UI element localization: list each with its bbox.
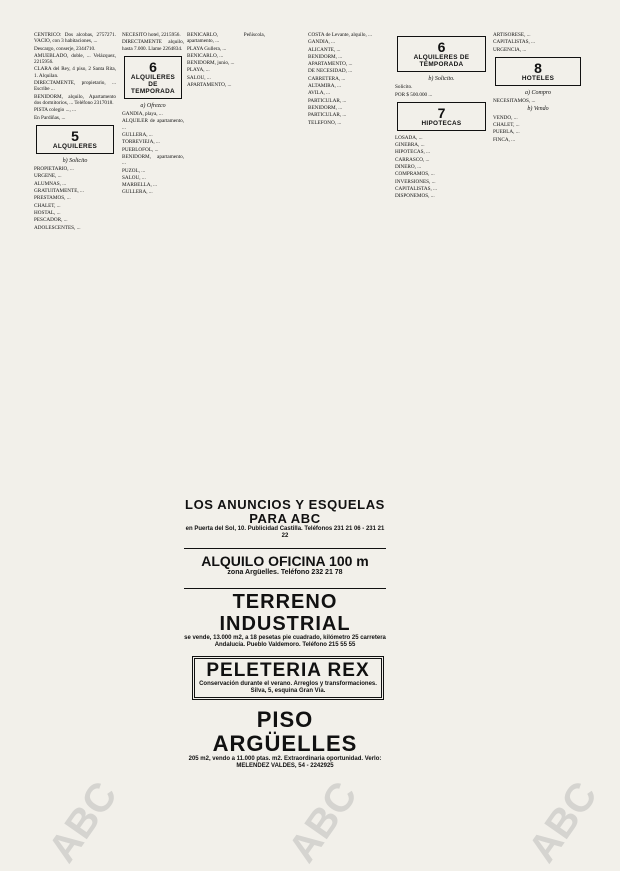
classified-entry: GANDIA, playa, ... [122, 111, 163, 118]
ad-text: 205 m2, vendo a 11.000 ptas. m2. Extraordinaria oportunidad. Verlo: MELENDEZ VALDES, 54 - 2242925 [188, 756, 382, 769]
section-number: 6 [149, 58, 157, 75]
classified-entry: PARTICULAR, ... [308, 97, 347, 104]
classified-entry: AMUEBLADO, doble, ... Velázquez, 2215956. [34, 52, 116, 66]
watermark: ABC [280, 774, 366, 871]
section-title: HIPOTECAS [421, 119, 462, 127]
classified-entry: CHALET, ... [34, 202, 61, 209]
classified-entry: GANDIA, ... [308, 39, 335, 46]
classified-entry: PESCADOR, ... [34, 217, 68, 224]
classified-entry: GULLERA, ... [122, 189, 153, 196]
column-5 [395, 32, 488, 832]
ad-title: PISO ARGÜELLES [212, 707, 358, 756]
column-4 [308, 32, 390, 532]
ad-text: se vende, 13.000 m2, a 18 pesetas pie cuadrado, kilómetro 25 carretera Andalucía. Pueblo Valdemoro. Teléfono 215 55 55 [184, 635, 386, 648]
classified-entry: GULLERA, ... [122, 132, 153, 139]
classified-entry: AVILA, ... [308, 90, 330, 97]
section-header-alquileres [36, 125, 114, 154]
watermark: ABC [40, 774, 126, 871]
classified-entry: INVERSIONES, ... [395, 178, 436, 185]
classified-entry: ALTAMIRA, ... [308, 83, 341, 90]
classified-entry: POR $ 500.000 ... [395, 91, 433, 98]
classified-entry: FINCA, ... [493, 136, 516, 143]
classified-entry: NECESITO hotel, 2215956. [122, 32, 181, 38]
section-header-hoteles [495, 57, 581, 86]
ad-title: PELETERIA REX [206, 660, 370, 681]
classified-entry: NECESITAMOS, ... [493, 98, 536, 105]
classified-entry: COSTA de Levante, alquilo, ... [308, 32, 372, 38]
classified-entry: BENIDORM, ... [308, 53, 343, 60]
classified-entry: ALICANTE, ... [308, 46, 341, 53]
classified-entry: APARTAMENTO, ... [187, 82, 232, 89]
section-subtitle: b) Solicito [62, 157, 88, 164]
classified-entry: CARRETERA, ... [308, 75, 346, 82]
column-3 [187, 32, 265, 532]
classified-entry: SALOU, ... [122, 174, 146, 181]
ad-terreno-industrial [184, 588, 386, 649]
watermark: ABC [520, 774, 606, 871]
classified-entry: CARRASCO, ... [395, 156, 430, 163]
classified-entry: CAPITALISTAS, ... [493, 39, 535, 46]
classified-entry: PLAYA Gullera, ... [187, 45, 227, 52]
classified-entry: Solicito. [395, 84, 413, 91]
classified-entry: LOSADA, ... [395, 134, 423, 141]
classified-entry: PRESTAMOS, ... [34, 195, 71, 202]
classified-entry: PUEBLOFOL, ... [122, 146, 159, 153]
classified-entry: SALOU, ... [187, 74, 211, 81]
classified-entry: PROPIETARIO, ... [34, 166, 74, 173]
classified-entry: HIPOTECAS, ... [395, 149, 431, 156]
classified-entry: Descargo, conserje, 2344710. [34, 45, 96, 52]
section-number: 8 [534, 59, 542, 76]
section-number: 5 [71, 127, 79, 144]
classified-entry: ALUMNAS, ... [34, 180, 67, 187]
classified-entry: PUEBLA, ... [493, 129, 520, 136]
section-subtitle: a) Compro [525, 89, 551, 96]
classified-entry: TELEFONO, ... [308, 119, 342, 126]
classified-entry: COMPRAMOS, ... [395, 171, 435, 178]
ad-title: ALQUILO OFICINA 100 m [201, 553, 369, 569]
section-subtitle: a) Ofrezco [140, 102, 166, 109]
classified-entry: ADOLESCENTES, ... [34, 224, 81, 231]
classified-entry: TORREVIEJA, ... [122, 139, 160, 146]
classified-entry: PARTICULAR, ... [308, 112, 347, 119]
classified-entry: PUZOL, ... [122, 167, 146, 174]
section-title: ALQUILERES DE TEMPORADA [413, 54, 470, 68]
classified-entry: BENICARLO, ... [187, 52, 224, 59]
classified-entry: En Pardiñas, ... [34, 114, 66, 121]
classified-entry: ALQUILER de apartamento, ... [122, 118, 184, 131]
section-number: 7 [437, 104, 446, 121]
classified-entry: URGENE, ... [34, 173, 62, 180]
ad-text: Conservación durante el verano. Arreglos y transformaciones. Silva, 5, esquina Gran Vía. [199, 681, 377, 694]
section-header-alquileres-temporada [397, 36, 486, 72]
section-title: ALQUILERES [52, 142, 98, 150]
classified-entry: BENICARLO, Peñíscola, apartamento, ... [187, 32, 265, 45]
section-subtitle: b) Vendo [527, 106, 549, 113]
classified-entry: CLARA del Rey, 4 piso, 2 Santa Rita, 1. Alquilan. [34, 66, 116, 79]
classified-entry: ARTISORESE, ... [493, 32, 531, 38]
classified-entry: BENIDORM, alquilo, Apartamento dos dormitorios, ... Teléfono 2317018. [34, 93, 116, 106]
classified-entry: APARTAMENTO, ... [308, 61, 353, 68]
classified-entry: GRATUITAMENTE, ... [34, 188, 84, 195]
classified-entry: CAPITALISTAS, ... [395, 185, 437, 192]
ad-title: TERRENO INDUSTRIAL [219, 591, 351, 635]
column-2 [122, 32, 184, 832]
column-6 [493, 32, 583, 832]
classified-entry: VENDO, ... [493, 114, 518, 121]
ad-anuncios-esquelas [184, 498, 386, 540]
classified-entry: CHALET, ... [493, 122, 520, 129]
section-subtitle: b) Solicito. [428, 76, 455, 82]
section-title: ALQUILERES DE TEMPORADA [130, 73, 176, 95]
classified-entry: BENIDORM, apartamento, ... [122, 153, 184, 167]
classified-entry: BENIDORM, ... [308, 104, 343, 111]
classified-entry: DE NECESIDAD, ... [308, 68, 353, 75]
classified-entry: MARBELLA, ... [122, 182, 158, 189]
section-header-hipotecas [397, 102, 486, 131]
section-header-alquileres-temporada [124, 56, 182, 99]
classified-entry: DIRECTAMENTE, propietario, ... Escribe ... [34, 80, 116, 93]
ad-peleteria-rex [192, 656, 384, 700]
ad-title: LOS ANUNCIOS Y ESQUELAS PARA ABC [185, 497, 385, 526]
classified-entry: HOSTAL, ... [34, 209, 61, 216]
classified-entry: DIRECTAMENTE alquilo, hasta 7.000. Llame 2264834. [122, 39, 184, 52]
classified-entry: DISPONEMOS, ... [395, 193, 435, 200]
ad-oficina [184, 548, 386, 576]
classified-entry: BENIDORM, junio, ... [187, 60, 235, 67]
ad-text: zona Argüelles. Teléfono 232 21 78 [227, 569, 343, 576]
classified-entry: DINERO, ... [395, 164, 422, 171]
column-1 [34, 32, 116, 832]
section-title: HOTELES [521, 74, 555, 82]
classified-entry: GINEBRA, ... [395, 142, 425, 149]
classified-entry: URGENCIA, ... [493, 46, 527, 53]
classified-entry: PLAYA, ... [187, 67, 210, 74]
classified-entry: PISTA colegio ..., ... [34, 107, 76, 114]
ad-piso-arguelles [184, 708, 386, 770]
ad-text: en Puerta del Sol, 10. Publicidad Castilla. Teléfonos 231 21 06 - 231 21 22 [185, 526, 385, 539]
classified-entry: CENTRICO: Dos alcobas, 2757271. VACIO, con 3 habitaciones, ... [34, 32, 116, 45]
section-number: 6 [437, 39, 446, 55]
